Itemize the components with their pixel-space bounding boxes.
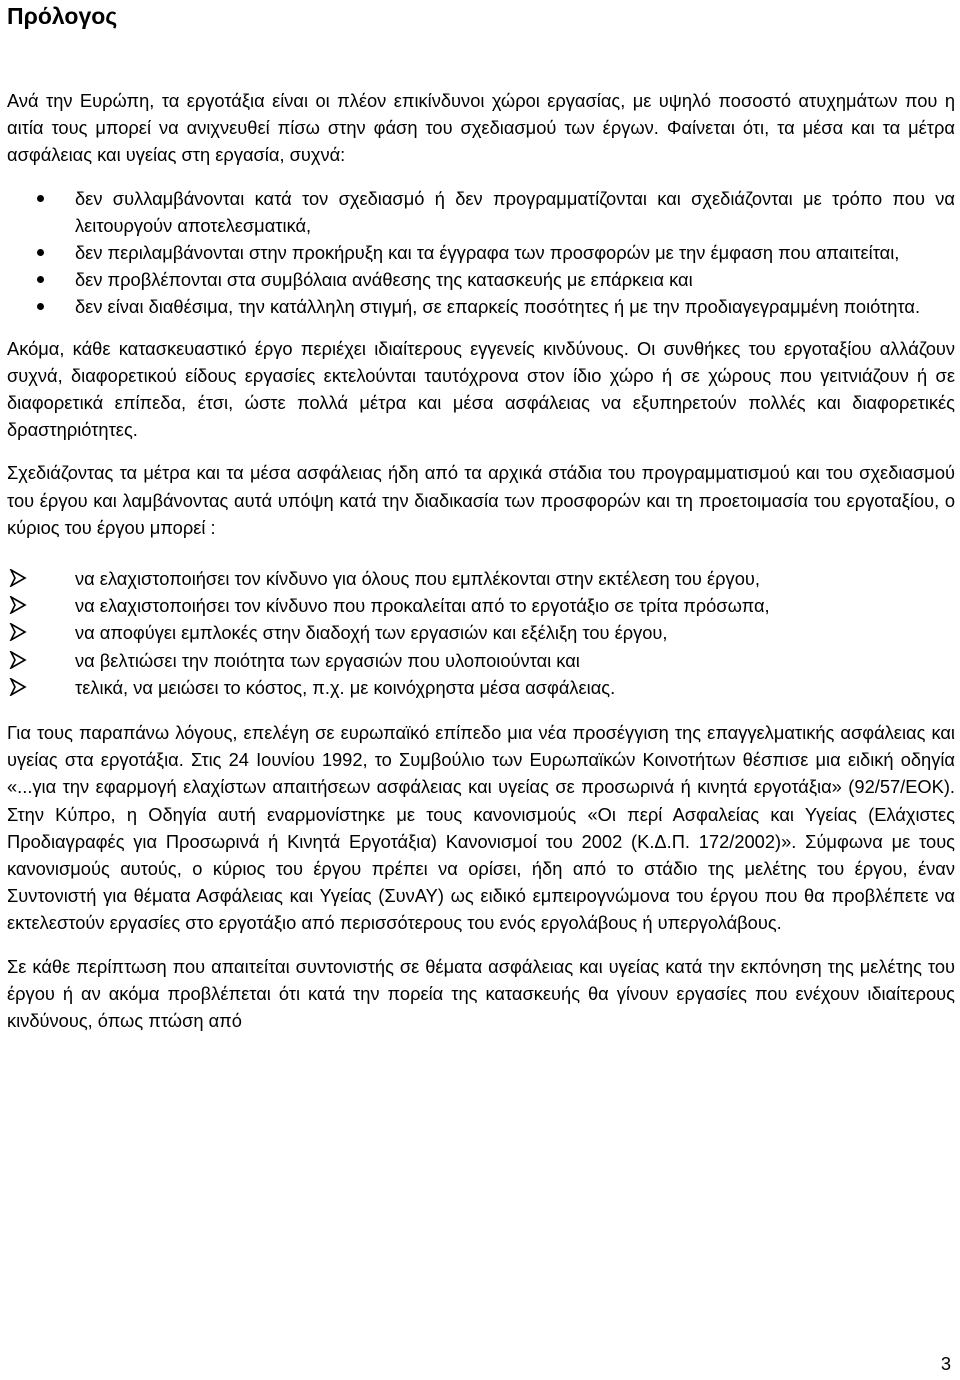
page-title: Πρόλογος <box>7 3 118 29</box>
intro-paragraph: Ανά την Ευρώπη, τα εργοτάξια είναι οι πλέον επικίνδυνοι χώροι εργασίας, με υψηλό ποσοστό ατυχημάτων που η αιτία τους μπορεί να ανιχνευθεί πίσω στην φάση του σχεδιασμού των έργων. Φαίνεται ότι, τα μέσα και τα μέτρα ασφάλειας και υγείας στη εργασία, συχνά: <box>7 90 955 166</box>
arrow-bullet-icon <box>9 569 27 587</box>
arrow-text: να αποφύγει εμπλοκές στην διαδοχή των εργασιών και εξέλιξη του έργου, <box>75 622 668 644</box>
bullet-item <box>7 266 955 293</box>
paragraph-coordinator: Σε κάθε περίπτωση που απαιτείται συντονιστής σε θέματα ασφάλειας και υγείας κατά την εκπόνηση της μελέτης του έργου ή αν ακόμα προβλέπεται ότι κατά την πορεία της κατασκευής θα γίνουν εργασίες που ενέχουν ιδιαίτερους κινδύνους, όπως πτώση από <box>7 955 955 1032</box>
arrow-list <box>7 565 955 701</box>
arrow-bullet-icon <box>9 651 27 669</box>
arrow-bullet-icon <box>9 678 27 696</box>
bullet-text: δεν είναι διαθέσιμα, την κατάλληλη στιγμή, σε επαρκείς ποσότητες ή με την προδιαγεγραμμένη ποιότητα. <box>75 296 921 318</box>
arrow-item <box>7 647 955 674</box>
bullet-item <box>7 293 955 320</box>
paragraph-hazards: Ακόμα, κάθε κατασκευαστικό έργο περιέχει ιδιαίτερους εγγενείς κινδύνους. Οι συνθήκες του εργοταξίου αλλάζουν συχνά, διαφορετικού είδους εργασίες εκτελούνται ταυτόχρονα στον ίδιο χώρο ή σε χώρους που γειτνιάζουν ή σε διαφορετικά επίπεδα, έτσι, ώστε πολλά μέτρα και μέσα ασφάλειας να εξυπηρετούν πολλές και διαφορετικές δραστηριότητες. <box>7 337 955 441</box>
arrow-item <box>7 619 955 646</box>
bullet-list <box>7 185 955 321</box>
paragraph-directive: Για τους παραπάνω λόγους, επελέγη σε ευρωπαϊκό επίπεδο μια νέα προσέγγιση της επαγγελματικής ασφάλειας και υγείας στα εργοτάξια. Στις 24 Ιουνίου 1992, το Συμβούλιο των Ευρωπαϊκών Κοινοτήτων θέσπισε μια ειδική οδηγία «...για την εφαρμογή ελαχίστων απαιτήσεων ασφάλειας και υγείας σε προσωρινά ή κινητά εργοτάξια» (92/57/ΕΟΚ). Στην Κύπρο, η Οδηγία αυτή εναρμονίστηκε με τους κανονισμούς «Οι περί Ασφαλείας και Υγείας (Ελάχιστες Προδιαγραφές για Προσωρινά ή Κινητά Εργοτάξια) Κανονισμοί του 2002 (Κ.Δ.Π. 172/2002)». Σύμφωνα με τους κανονισμούς αυτούς, ο κύριος του έργου πρέπει να ορίσει, ήδη από το στάδιο της μελέτης του έργου, έναν Συντονιστή για θέματα Ασφάλειας και Υγείας (ΣυνΑΥ) ως ειδικό εμπειρογνώμονα του έργου που θα προβλέπετε να εκτελεστούν εργασίες στο εργοτάξιο από περισσότερους του ενός εργολάβους ή υπεργολάβους. <box>7 722 955 934</box>
arrow-text: να βελτιώσει την ποιότητα των εργασιών που υλοποιούνται και <box>75 649 580 671</box>
arrow-item <box>7 565 955 592</box>
arrow-text: να ελαχιστοποιήσει τον κίνδυνο για όλους που εμπλέκονται στην εκτέλεση του έργου, <box>75 568 760 590</box>
document-page <box>7 0 955 1380</box>
arrow-text: τελικά, να μειώσει το κόστος, π.χ. με κοινόχρηστα μέσα ασφάλειας. <box>75 676 616 698</box>
arrow-text: να ελαχιστοποιήσει τον κίνδυνο που προκαλείται από το εργοτάξιο σε τρίτα πρόσωπα, <box>75 595 770 617</box>
arrow-item <box>7 674 955 701</box>
bullet-item <box>7 239 955 266</box>
bullet-text: δεν προβλέπονται στα συμβόλαια ανάθεσης της κατασκευής με επάρκεια και <box>75 269 693 291</box>
page-number: 3 <box>940 1353 951 1374</box>
document-body <box>7 87 955 1050</box>
bullet-item <box>7 185 955 239</box>
bullet-icon <box>37 303 44 310</box>
bullet-icon <box>37 249 44 256</box>
arrow-bullet-icon <box>9 623 27 641</box>
bullet-icon <box>37 276 44 283</box>
bullet-text: δεν συλλαμβάνονται κατά τον σχεδιασμό ή δεν προγραμματίζονται και σχεδιάζονται με τρόπο που να λειτουργούν αποτελεσματικά, <box>75 187 955 236</box>
bullet-icon <box>37 195 44 202</box>
arrow-bullet-icon <box>9 596 27 614</box>
arrow-item <box>7 592 955 619</box>
paragraph-planning: Σχεδιάζοντας τα μέτρα και τα μέσα ασφάλειας ήδη από τα αρχικά στάδια του προγραμματισμού και του σχεδιασμού του έργου και λαμβάνοντας αυτά υπόψη κατά την διαδικασία των προσφορών και τη προετοιμασία του εργοταξίου, ο κύριος του έργου μπορεί : <box>7 462 955 538</box>
bullet-text: δεν περιλαμβάνονται στην προκήρυξη και τα έγγραφα των προσφορών με την έμφαση που απαιτείται, <box>75 242 900 264</box>
